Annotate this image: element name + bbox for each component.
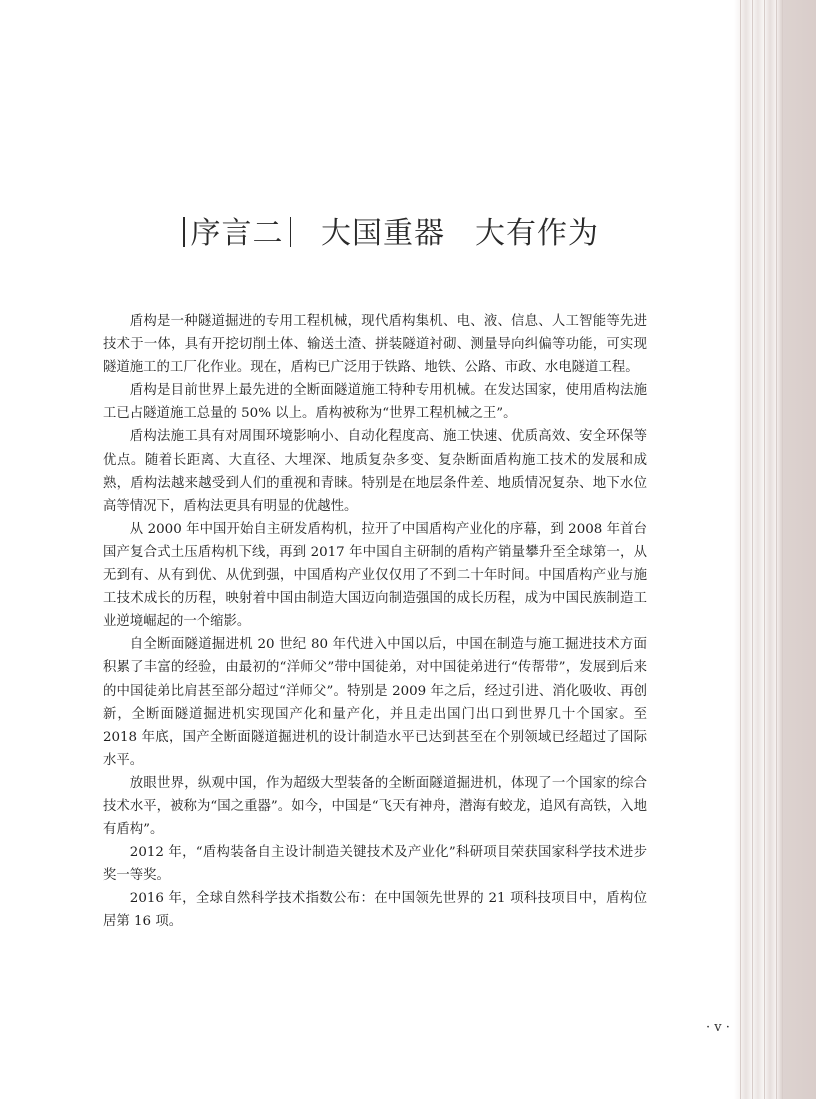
paragraph: 盾构是一种隧道掘进的专用工程机械，现代盾构集机、电、液、信息、人工智能等先进技术于一体，具有开挖切削土体、输送土渣、拼装隧道衬砌、测量导向纠偏等功能，可实现隧道施工的工厂化作业。现在，盾构已广泛用于铁路、地铁、公路、市政、水电隧道工程。 <box>103 314 647 376</box>
title-bar-left <box>183 217 185 247</box>
paragraph: 自全断面隧道掘进机 20 世纪 80 年代进入中国以后，中国在制造与施工掘进技术方面积累了丰富的经验，由最初的“洋师父”带中国徒弟，对中国徒弟进行“传帮带”，发展到后来的中国徒弟比肩甚至部分超过“洋师父”。特别是 2009 年之后，经过引进、消化吸收、再创新，全断面隧道掘进机实现国产化和量产化，并且走出国门出口到世界几十个国家。至 2018 年底，国产全断面隧道掘进机的设计制造水平已达到甚至在个别领域已经超过了国际水平。 <box>103 637 647 768</box>
body-text <box>103 310 647 934</box>
paragraph: 从 2000 年中国开始自主研发盾构机，拉开了中国盾构产业化的序幕，到 2008 年首台国产复合式土压盾构机下线，再到 2017 年中国自主研制的盾构产销量攀升至全球第一，从无到有、从有到优、从优到强，中国盾构产业仅仅用了不到二十年时间。中国盾构产业与施工技术成长的历程，映射着中国由制造大国迈向制造强国的成长历程，成为中国民族制造工业逆境崛起的一个缩影。 <box>103 521 647 630</box>
paragraph: 盾构是目前世界上最先进的全断面隧道施工特种专用机械。在发达国家，使用盾构法施工已占隧道施工总量的 50% 以上。盾构被称为“世界工程机械之王”。 <box>103 383 647 422</box>
paragraph: 2012 年，“盾构装备自主设计制造关键技术及产业化”科研项目荣获国家科学技术进步奖一等奖。 <box>103 845 647 884</box>
title-main-part2: 大有作为 <box>475 216 599 251</box>
page-title <box>0 208 776 252</box>
paragraph: 2016 年，全球自然科学技术指数公布：在中国领先世界的 21 项科技项目中，盾构位居第 16 项。 <box>103 891 647 930</box>
title-main-part1: 大国重器 <box>321 216 445 251</box>
page-edge-decoration <box>734 0 816 1099</box>
page-number: · v · <box>706 1020 730 1035</box>
paragraph: 盾构法施工具有对周围环境影响小、自动化程度高、施工快速、优质高效、安全环保等优点。随着长距离、大直径、大埋深、地质复杂多变、复杂断面盾构施工技术的发展和成熟，盾构法越来越受到人们的重视和青睐。特别是在地层条件差、地质情况复杂、地下水位高等情况下，盾构法更具有明显的优越性。 <box>103 429 647 514</box>
title-label: 序言二 <box>190 216 284 251</box>
title-bar-right <box>290 217 292 247</box>
paragraph: 放眼世界，纵观中国，作为超级大型装备的全断面隧道掘进机，体现了一个国家的综合技术水平，被称为“国之重器”。如今，中国是“飞天有神舟，潜海有蛟龙，追风有高铁，入地有盾构”。 <box>103 775 647 838</box>
